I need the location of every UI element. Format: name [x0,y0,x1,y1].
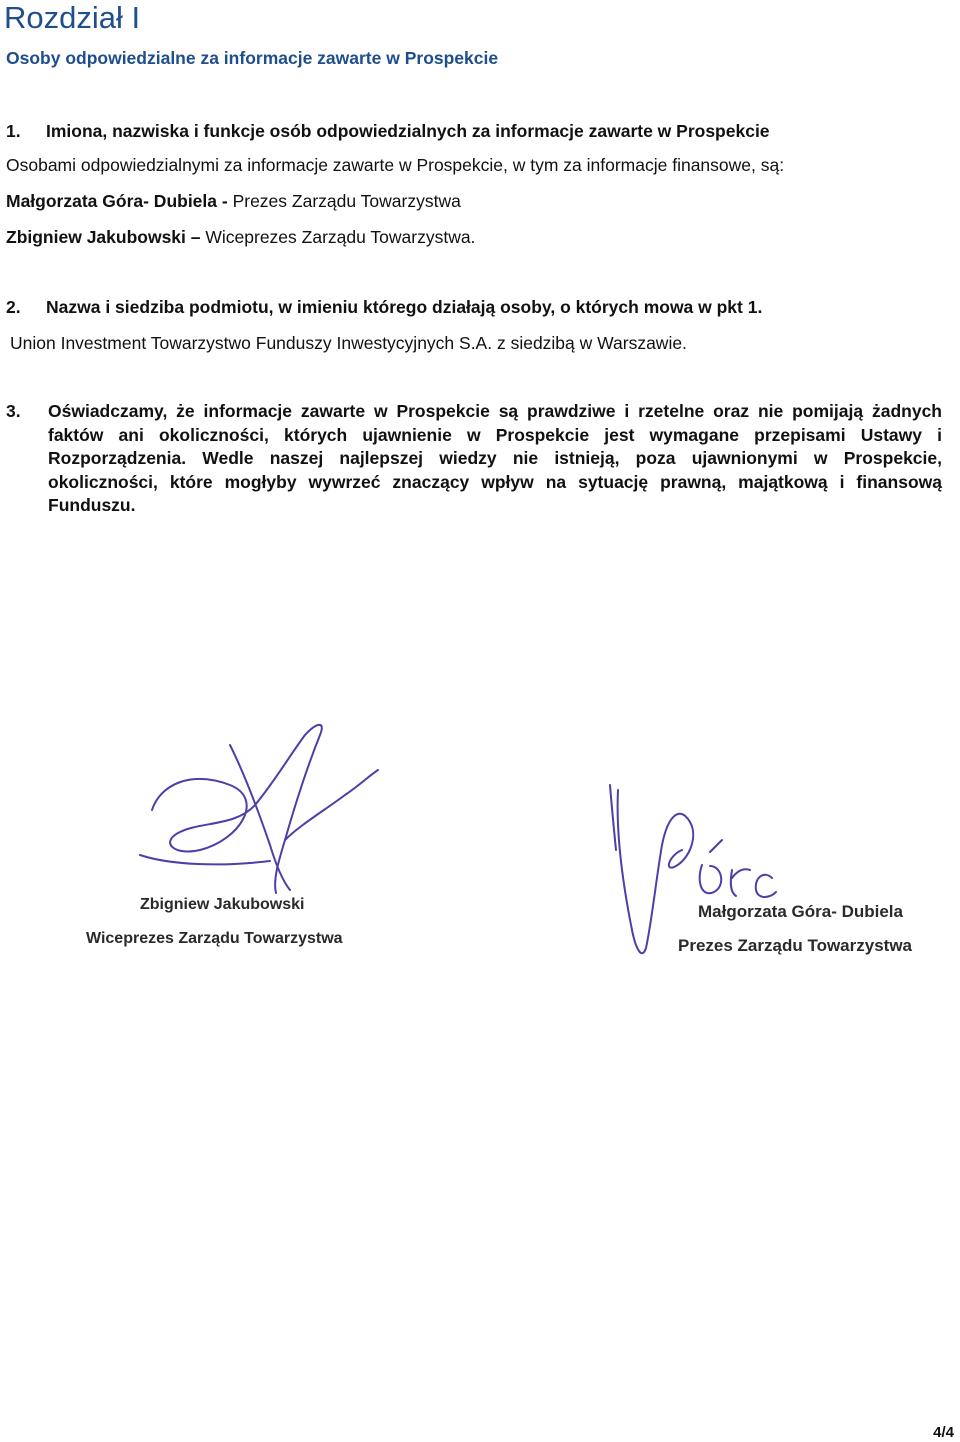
person-row [6,190,461,212]
person-name: Małgorzata Góra- Dubiela [6,191,218,211]
section2-number: 2. [6,297,21,317]
signature-zbigniew-jakubowski [80,715,400,965]
person-separator: - [217,191,233,211]
section3-body: Oświadczamy, że informacje zawarte w Prospekcie są prawdziwe i rzetelne oraz nie pomijają żadnych faktów ani okoliczności, których ujawnienie w Prospekcie jest wymagane przepisami Ustawy i Rozporządzenia. Wedle naszej najlepszej wiedzy nie istnieją, poza ujawnionymi w Prospekcie, okoliczności, które mogłyby wywrzeć znaczący wpływ na sytuację prawną, majątkową i finansową Funduszu. [48,401,942,515]
signature-left-title: Wiceprezes Zarządu Towarzystwa [86,930,343,947]
signature-right-title: Prezes Zarządu Towarzystwa [678,936,912,955]
signature-left-name: Zbigniew Jakubowski [140,896,305,913]
chapter-title: Rozdział I [4,0,141,35]
person-separator: – [185,227,206,247]
section1-heading-text: Imiona, nazwiska i funkcje osób odpowiedzialnych za informacje zawarte w Prospekcie [46,121,770,141]
person-role: Wiceprezes Zarządu Towarzystwa. [205,227,476,247]
section3 [6,400,942,518]
person-row [6,226,475,248]
section2-heading-text: Nazwa i siedziba podmiotu, w imieniu którego działają osoby, o których mowa w pkt 1. [46,297,763,317]
person-role: Prezes Zarządu Towarzystwa [232,191,461,211]
section2-body: Union Investment Towarzystwo Funduszy Inwestycyjnych S.A. z siedzibą w Warszawie. [10,333,687,353]
section1-heading [6,120,770,142]
section3-number: 3. [6,401,21,421]
person-name: Zbigniew Jakubowski [6,227,186,247]
signature-right-name: Małgorzata Góra- Dubiela [698,902,903,921]
section1-number: 1. [6,121,21,141]
section2-heading [6,296,762,318]
section1-intro: Osobami odpowiedzialnymi za informacje zawarte w Prospekcie, w tym za informacje finansowe, są: [6,155,785,175]
page-number: 4/4 [933,1424,954,1441]
chapter-subtitle: Osoby odpowiedzialne za informacje zawarte w Prospekcie [6,48,499,68]
